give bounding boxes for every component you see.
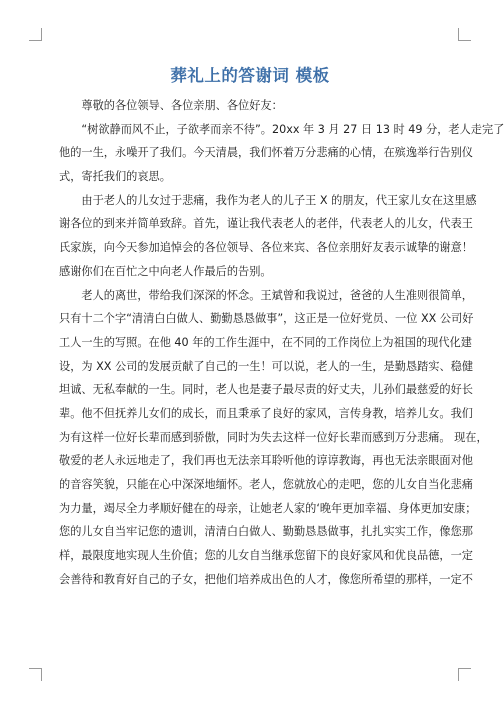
body-text-line: 会善待和教育好自己的子女，把他们培养成出色的人才，像您所希望的那样，一定不 bbox=[59, 572, 473, 586]
body-text-line: 坦诚、无私奉献的一生。同时，老人也是妻子最尽责的好丈夫，儿孙们最慈爱的好长 bbox=[59, 383, 473, 397]
crop-mark-bottom-right bbox=[458, 668, 471, 681]
body-text-line: 为有这样一位好长辈而感到骄傲，同时为失去这样一位好长辈而感到万分悲痛。 现在， bbox=[59, 430, 488, 444]
body-text-line: 氏家族，向今天参加追悼会的各位领导、各位来宾、各位亲朋好友表示诚挚的谢意！ bbox=[59, 241, 473, 255]
body-text-line: 设，为 XX 公司的发展贡献了自己的一生！可以说，老人的一生，是勤恳踏实、稳健 bbox=[59, 359, 474, 373]
body-text-line: 的音容笑貌，只能在心中深深地缅怀。老人，您就放心的走吧，您的儿女自当化悲痛 bbox=[59, 478, 473, 491]
body-text-line: 您的儿女自当牢记您的遗训，清清白白做人、勤勤恳恳做事，扎扎实实工作，像您那 bbox=[59, 525, 473, 539]
body-text-line: 为力量，竭尽全力孝顺好健在的母亲，让她老人家的‘晚年更加幸福、身体更加安康； bbox=[59, 501, 477, 515]
body-text-line: “树欲静而风不止，子欲孝而亲不待”。20xx 年 3 月 27 日 13 时 49 分，老人走完了 bbox=[59, 122, 504, 136]
body-text-line: 样，最限度地实现人生价值；您的儿女自当继承您留下的良好家风和优良品德，一定 bbox=[59, 549, 473, 563]
body-text-line: 式，寄托我们的哀思。 bbox=[59, 170, 171, 184]
body-text-line: 他的一生，永噪开了我们。今天清晨，我们怀着万分悲痛的心情，在殡逸举行告别仪 bbox=[59, 146, 473, 160]
body-text-line: 辈。他不但抚养儿女们的成长，而且秉承了良好的家风，言传身教，培养儿女。我们 bbox=[59, 406, 473, 420]
body-text-line: 由于老人的儿女过于悲痛，我作为老人的儿子王 X 的朋友，代王家儿女在这里感 bbox=[59, 193, 477, 207]
body-text-line: 感谢你们在百忙之中向老人作最后的告别。 bbox=[59, 264, 272, 278]
body-text-line: 敬爱的老人永远地走了，我们再也无法亲耳聆听他的谆谆教诲，再也无法亲眼面对他 bbox=[59, 454, 473, 468]
body-text-line: 尊敬的各位领导、各位亲朋、各位好友： bbox=[59, 99, 283, 112]
crop-mark-top-right bbox=[458, 28, 471, 41]
body-text-line: 老人的离世，带给我们深深的怀念。王斌曾和我说过，爸爸的人生准则很简单， bbox=[59, 288, 473, 302]
body-text-line: 工人一生的写照。在他 40 年的工作生涯中，在不同的工作岗位上为祖国的现代化建 bbox=[59, 335, 472, 349]
crop-mark-bottom-left bbox=[29, 668, 42, 681]
body-text-line: 谢各位的到来并简单致辞。首先，谨让我代表老人的老伴，代表老人的儿女，代表王 bbox=[59, 217, 473, 231]
crop-mark-top-left bbox=[29, 28, 42, 41]
document-body bbox=[59, 94, 504, 591]
body-text-line: 只有十二个字“清清白白做人、勤勤恳恳做事”，这正是一位好党员、一位 XX 公司好 bbox=[59, 312, 474, 326]
document-title: 葬礼上的答谢词 模板 bbox=[170, 66, 330, 85]
